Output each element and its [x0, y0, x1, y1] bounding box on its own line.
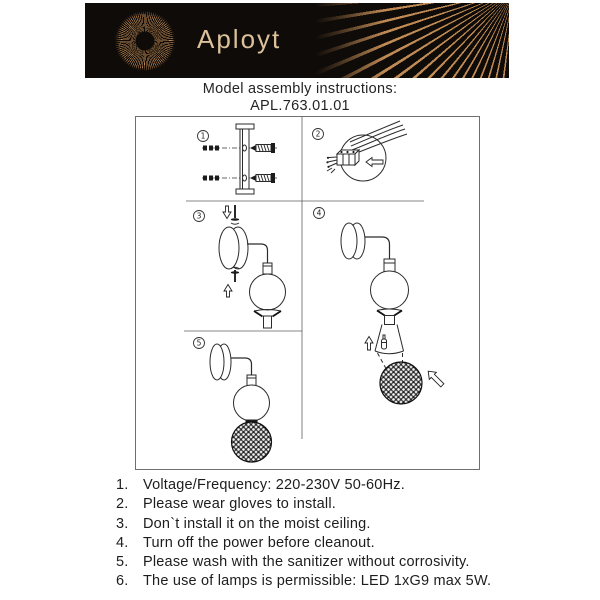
brand-banner	[85, 3, 509, 78]
instruction-item: 1. Voltage/Frequency: 220-230V 50-60Hz.	[116, 477, 405, 493]
instruction-item: 4. Turn off the power before cleanout.	[116, 534, 375, 551]
insert-direction-arrow-icon	[366, 158, 383, 167]
assembly-diagram-svg	[136, 117, 479, 469]
up-arrow-icon	[365, 337, 373, 351]
step-5-illustration	[210, 344, 272, 462]
crystal-sphere	[380, 362, 422, 404]
page-title: Model assembly instructions:	[202, 81, 398, 97]
svg-text:4: 4	[316, 208, 322, 218]
g9-bulb-icon	[382, 335, 387, 349]
svg-text:1: 1	[200, 131, 206, 141]
svg-text:3: 3	[196, 211, 202, 221]
instruction-list	[116, 476, 586, 592]
svg-text:5: 5	[196, 338, 202, 348]
crystal-sphere	[232, 422, 272, 462]
svg-text:2: 2	[315, 129, 321, 139]
instruction-item: 2. Please wear gloves to install.	[116, 496, 336, 513]
instruction-item: 5. Please wash with the sanitizer without corrosivity.	[116, 554, 470, 571]
instruction-item: 6. The use of lamps is permissible: LED 1xG9 max 5W.	[116, 573, 492, 590]
sunburst-logo-icon	[113, 9, 177, 73]
gold-rays-decoration-icon	[309, 3, 509, 78]
step-2-illustration	[326, 121, 407, 181]
assembly-diagram	[135, 116, 480, 470]
step-2-badge	[313, 129, 324, 140]
attach-direction-arrow-icon	[425, 368, 446, 389]
down-arrow-icon	[223, 206, 231, 219]
title-block	[0, 81, 600, 114]
step-1-badge	[198, 131, 209, 142]
step-1-illustration	[202, 124, 278, 194]
brand-name: Aployt	[197, 24, 282, 54]
step-3-badge	[194, 211, 205, 222]
step-4-badge	[314, 208, 325, 219]
step-5-badge	[194, 338, 205, 349]
model-number: APL.763.01.01	[250, 97, 350, 114]
up-arrow-icon	[224, 285, 232, 298]
instruction-item: 3. Don`t install it on the moist ceiling.	[116, 515, 371, 532]
step-4-illustration	[341, 223, 446, 404]
step-3-illustration	[219, 205, 286, 328]
